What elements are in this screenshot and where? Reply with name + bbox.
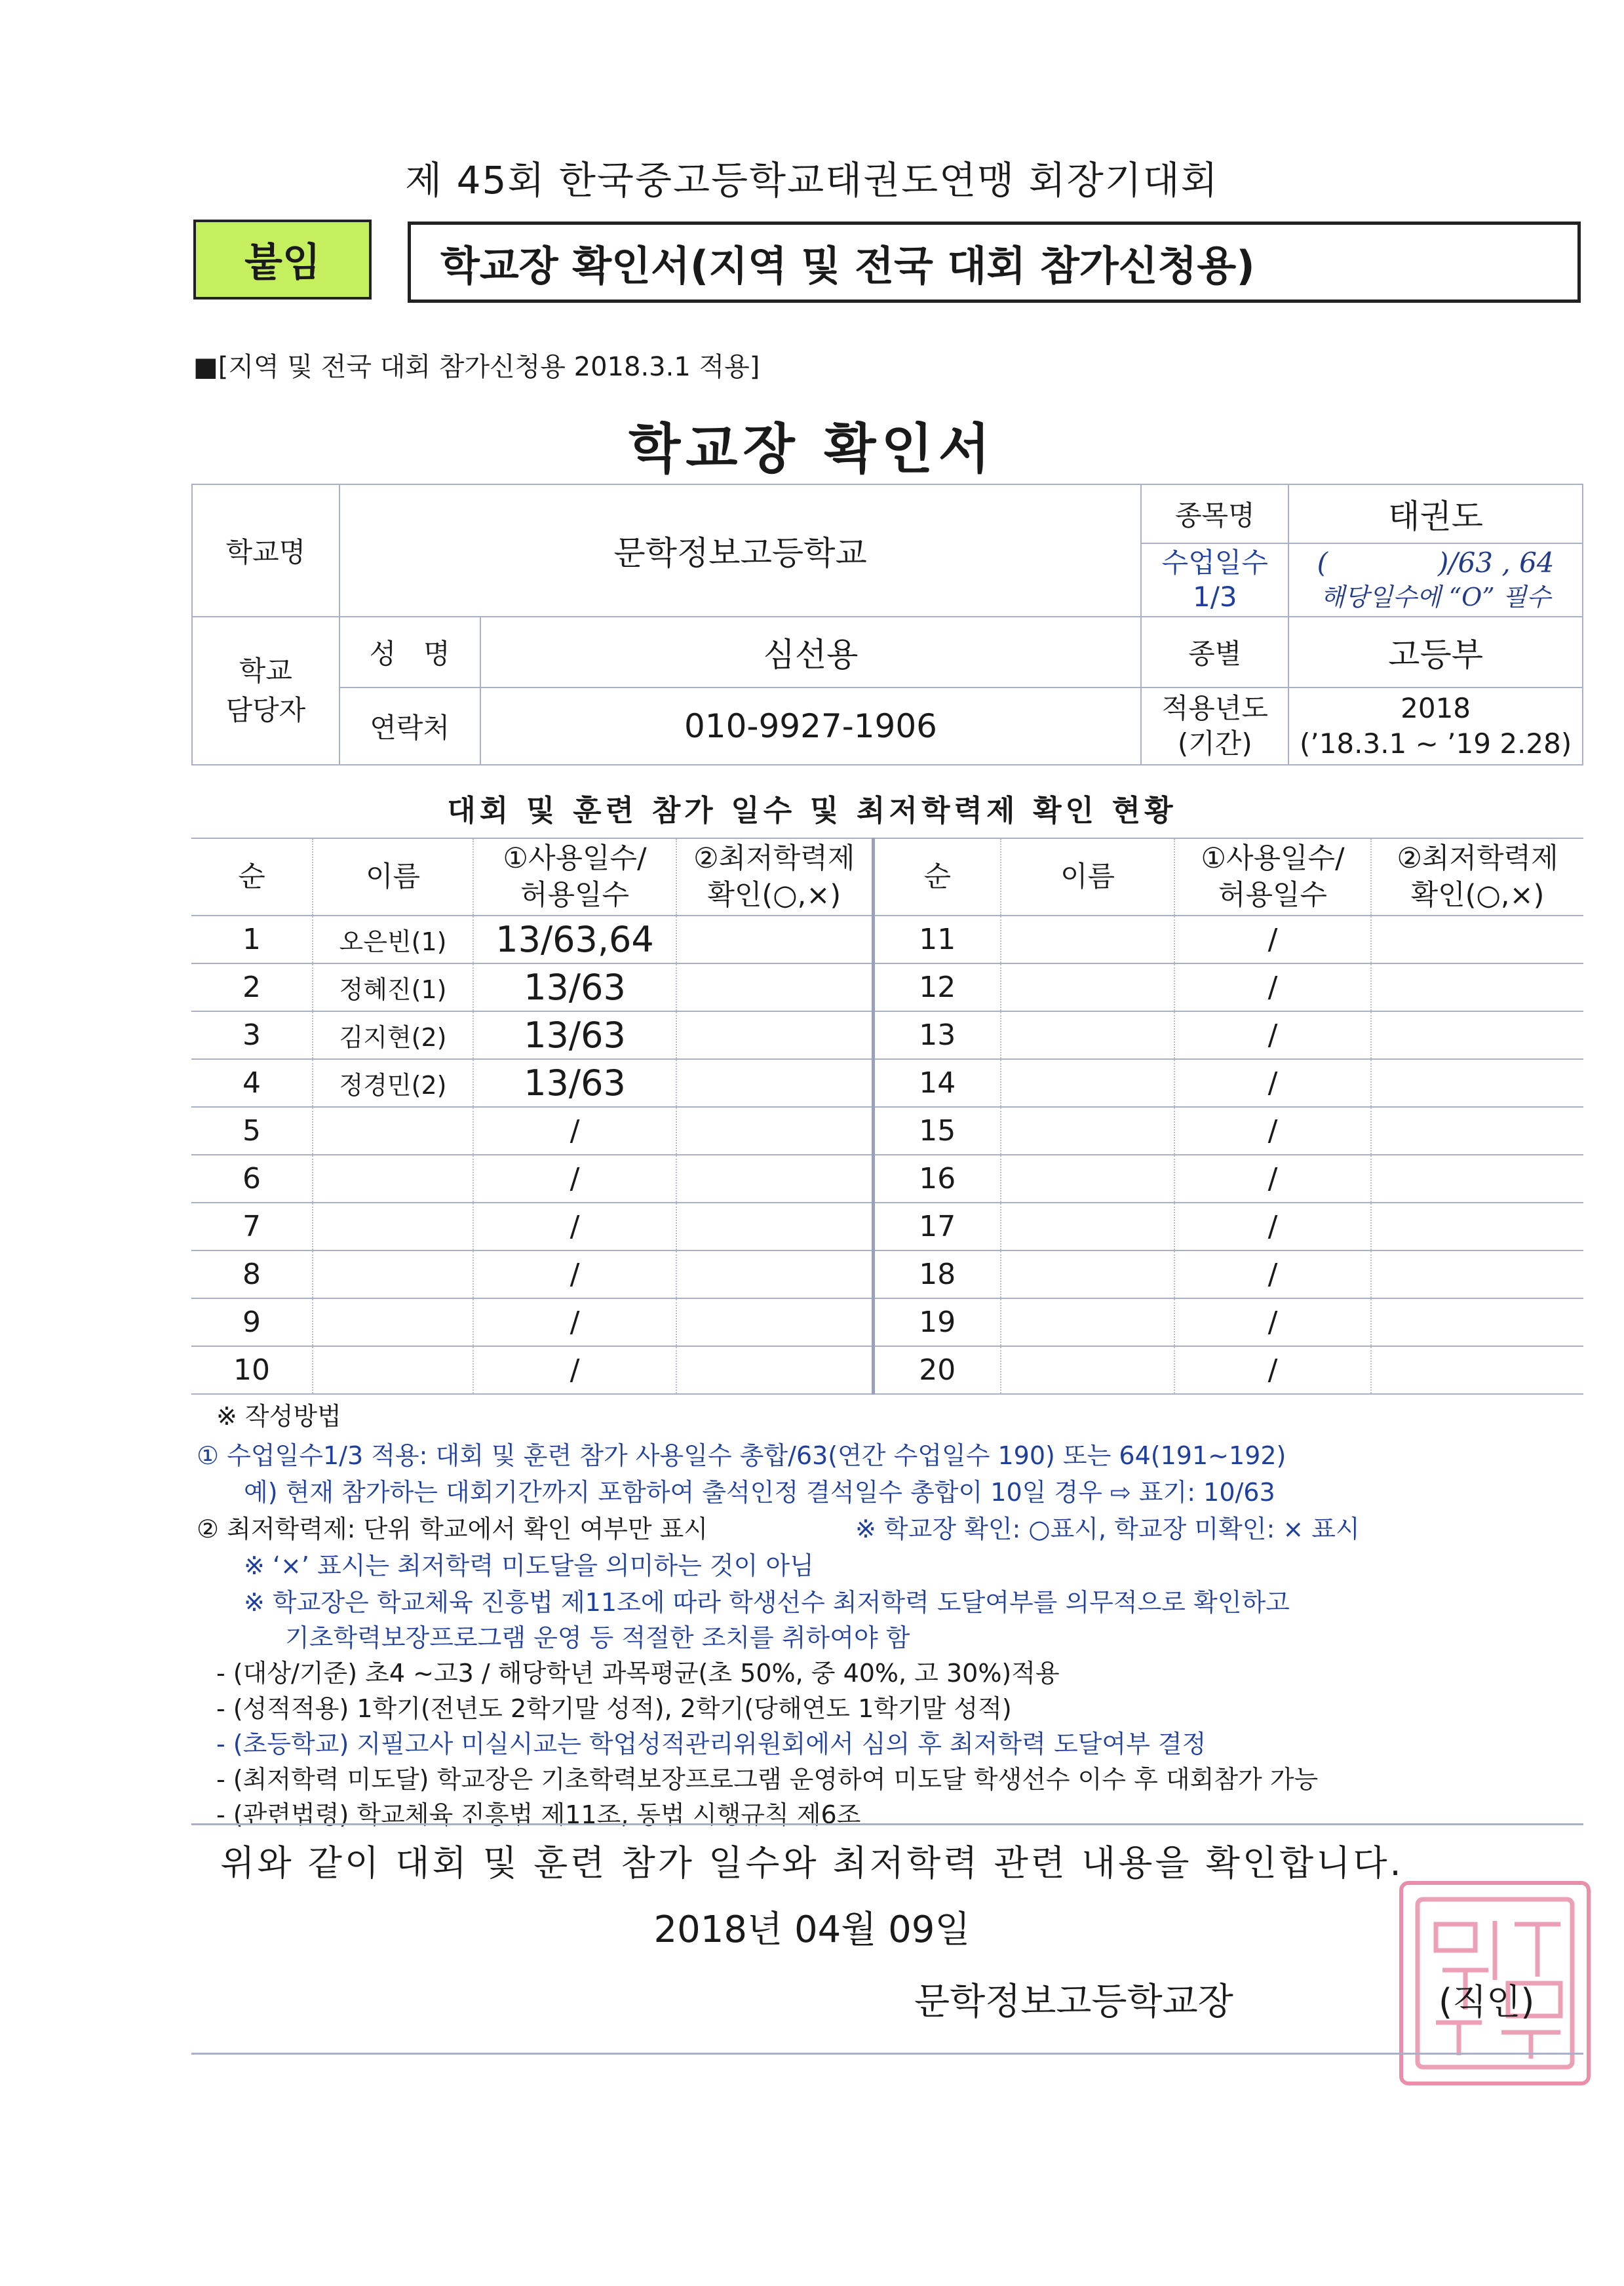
row-name-right (1001, 1107, 1174, 1155)
row-days: / (473, 1250, 676, 1298)
row-days: / (473, 1155, 676, 1203)
row-days: 13/63,64 (473, 916, 676, 963)
row-name (313, 1250, 473, 1298)
row-days-right: / (1174, 1011, 1371, 1059)
section-title: 대회 및 훈련 참가 일수 및 최저학력제 확인 현황 (447, 793, 1177, 828)
table-row (191, 1059, 1583, 1107)
row-check (676, 963, 873, 1011)
row-no: 5 (191, 1107, 313, 1155)
issue-date: 2018년 04월 09일 (653, 1908, 971, 1951)
header-days-2: 허용일수 (520, 879, 630, 912)
row-name-right (1001, 1059, 1174, 1107)
header-no: 순 (191, 838, 313, 916)
class-days-fraction: 1/3 (1193, 581, 1237, 613)
instruction-line-6: 기초학력보장프로그램 운영 등 적절한 조치를 취하여야 함 (285, 1623, 910, 1652)
row-check-right (1371, 1250, 1583, 1298)
divider-top (191, 1823, 1583, 1825)
year-label-1: 적용년도 (1161, 692, 1268, 724)
instruction-line-2: 예) 현재 참가하는 대회기간까지 포함하여 출석인정 결석일수 총합이 10일 경우 ⇨ 표기: 10/63 (244, 1478, 1275, 1507)
header-check (676, 838, 873, 916)
row-name: 오은빈(1) (313, 916, 473, 963)
row-check-right (1371, 963, 1583, 1011)
row-check-right (1371, 1155, 1583, 1203)
row-check (676, 1011, 873, 1059)
row-no: 6 (191, 1155, 313, 1203)
header-name-right: 이름 (1001, 838, 1174, 916)
name-label: 성 명 (339, 617, 480, 688)
row-no-right: 16 (873, 1155, 1001, 1203)
row-no: 7 (191, 1203, 313, 1250)
row-name (313, 1155, 473, 1203)
row-check (676, 1155, 873, 1203)
row-no-right: 11 (873, 916, 1001, 963)
row-days: / (473, 1203, 676, 1250)
row-name-right (1001, 1203, 1174, 1250)
row-check-right (1371, 1203, 1583, 1250)
row-days-right: / (1174, 1107, 1371, 1155)
class-days-value: ( )/63 , 64 (1317, 547, 1555, 579)
row-no: 4 (191, 1059, 313, 1107)
school-name-label: 학교명 (192, 484, 339, 617)
row-check-right (1371, 1107, 1583, 1155)
school-name: 문학정보고등학교 (339, 484, 1142, 617)
row-no-right: 12 (873, 963, 1001, 1011)
row-name-right (1001, 1346, 1174, 1394)
table-row (191, 1011, 1583, 1059)
main-title: 학교장 확인서 (628, 418, 996, 480)
row-days-right: / (1174, 1059, 1371, 1107)
row-name-right (1001, 1298, 1174, 1346)
contact-label: 연락처 (339, 688, 480, 765)
instruction-line-1: ① 수업일수1/3 적용: 대회 및 훈련 참가 사용일수 총합/63(연간 수업일수 190) 또는 64(191~192) (197, 1441, 1286, 1470)
row-days-right: / (1174, 963, 1371, 1011)
event-title: 제 45회 한국중고등학교태권도연맹 회장기대회 (405, 158, 1219, 203)
manager-label-1: 학교 (239, 655, 292, 687)
row-check (676, 1298, 873, 1346)
instruction-line-9: - (초등학교) 지필고사 미실시교는 학업성적관리위원회에서 심의 후 최저학력 도달여부 결정 (216, 1730, 1207, 1758)
period-value: (’18.3.1 ~ ’19 2.28) (1299, 727, 1572, 760)
row-name (313, 1203, 473, 1250)
info-table (191, 484, 1583, 765)
row-days-right: / (1174, 1346, 1371, 1394)
instruction-line-8: - (성적적용) 1학기(전년도 2학기말 성적), 2학기(당해연도 1학기말 성적) (216, 1694, 1012, 1723)
row-check-right (1371, 1346, 1583, 1394)
manager-label-2: 담당자 (225, 694, 306, 726)
class-days-label (1141, 543, 1288, 617)
instruction-line-3b: ※ 학교장 확인: ○표시, 학교장 미확인: × 표시 (855, 1515, 1360, 1543)
year-label (1141, 688, 1288, 765)
row-days-right: / (1174, 1155, 1371, 1203)
note-line: ■[지역 및 전국 대회 참가신청용 2018.3.1 적용] (193, 352, 760, 382)
row-check-right (1371, 916, 1583, 963)
header-check-1: ②최저학력제 (693, 842, 855, 875)
row-check (676, 1250, 873, 1298)
row-name-right (1001, 963, 1174, 1011)
row-no-right: 19 (873, 1298, 1001, 1346)
row-check (676, 1346, 873, 1394)
row-check-right (1371, 1298, 1583, 1346)
year-label-2: (기간) (1177, 727, 1252, 760)
row-days: 13/63 (473, 1059, 676, 1107)
table-row (191, 1298, 1583, 1346)
row-no: 2 (191, 963, 313, 1011)
header-no-right: 순 (873, 838, 1001, 916)
instruction-line-7: - (대상/기준) 초4 ~고3 / 해당학년 과목평균(초 50%, 중 40%, 고 30%)적용 (216, 1659, 1060, 1688)
row-days: 13/63 (473, 1011, 676, 1059)
row-check (676, 1203, 873, 1250)
row-check-right (1371, 1059, 1583, 1107)
row-days: / (473, 1298, 676, 1346)
closing-statement: 위와 같이 대회 및 훈련 참가 일수와 최저학력 관련 내용을 확인합니다. (220, 1842, 1404, 1884)
sport-label: 종목명 (1141, 484, 1288, 543)
table-row (191, 1107, 1583, 1155)
name-value: 심선용 (480, 617, 1142, 688)
instruction-line-11: - (관련법령) 학교체육 진흥법 제11조, 동법 시행규칙 제6조 (216, 1800, 861, 1829)
row-no: 1 (191, 916, 313, 963)
header-check-right (1371, 838, 1583, 916)
divider-bottom (191, 2053, 1583, 2055)
class-days-cell (1288, 543, 1583, 617)
header-name: 이름 (313, 838, 473, 916)
manager-label (192, 617, 339, 765)
row-no-right: 20 (873, 1346, 1001, 1394)
row-days-right: / (1174, 916, 1371, 963)
instruction-line-4: ※ ‘×’ 표시는 최저학력 미도달을 의미하는 것이 아님 (244, 1551, 814, 1580)
row-no-right: 13 (873, 1011, 1001, 1059)
contact-value: 010-9927-1906 (480, 688, 1142, 765)
row-no-right: 14 (873, 1059, 1001, 1107)
row-name-right (1001, 1155, 1174, 1203)
row-name: 김지현(2) (313, 1011, 473, 1059)
table-row (191, 1250, 1583, 1298)
instruction-line-3a: ② 최저학력제: 단위 학교에서 확인 여부만 표시 (197, 1515, 708, 1543)
row-name (313, 1298, 473, 1346)
table-row (191, 963, 1583, 1011)
row-no: 10 (191, 1346, 313, 1394)
row-days: / (473, 1346, 676, 1394)
principal-name: 문학정보고등학교장 (914, 1981, 1233, 2023)
row-days: / (473, 1107, 676, 1155)
table-header-row (191, 838, 1583, 916)
header-check-2: 확인(○,×) (707, 879, 841, 912)
row-no-right: 18 (873, 1250, 1001, 1298)
row-days: 13/63 (473, 963, 676, 1011)
row-name-right (1001, 916, 1174, 963)
row-name-right (1001, 1011, 1174, 1059)
row-name: 정혜진(1) (313, 963, 473, 1011)
header-days-right (1174, 838, 1371, 916)
sport-value: 태권도 (1288, 484, 1583, 543)
header-days-1: ①사용일수/ (503, 842, 647, 875)
row-days-right: / (1174, 1203, 1371, 1250)
row-check-right (1371, 1011, 1583, 1059)
instruction-line-10: - (최저학력 미도달) 학교장은 기초학력보장프로그램 운영하여 미도달 학생선수 이수 후 대회참가 가능 (216, 1765, 1319, 1794)
header-check-right-1: ②최저학력제 (1397, 842, 1558, 875)
row-no-right: 17 (873, 1203, 1001, 1250)
attach-title: 학교장 확인서(지역 및 전국 대회 참가신청용) (408, 222, 1581, 303)
year-cell (1288, 688, 1583, 765)
table-row (191, 916, 1583, 963)
row-name-right (1001, 1250, 1174, 1298)
table-row (191, 1346, 1583, 1394)
row-name (313, 1107, 473, 1155)
table-row (191, 1155, 1583, 1203)
header-check-right-2: 확인(○,×) (1410, 879, 1545, 912)
row-name (313, 1346, 473, 1394)
participation-table (191, 838, 1583, 1395)
instructions-heading: ※ 작성방법 (216, 1402, 341, 1431)
row-no-right: 15 (873, 1107, 1001, 1155)
row-check (676, 1059, 873, 1107)
seal-label: (직인) (1439, 1981, 1535, 2023)
class-days-note: 해당일수에 “O” 필수 (1321, 583, 1551, 611)
row-days-right: / (1174, 1250, 1371, 1298)
table-row (191, 1203, 1583, 1250)
instruction-line-5: ※ 학교장은 학교체육 진흥법 제11조에 따라 학생선수 최저학력 도달여부를 의무적으로 확인하고 (244, 1588, 1290, 1617)
row-no: 9 (191, 1298, 313, 1346)
row-no: 8 (191, 1250, 313, 1298)
header-days-right-1: ①사용일수/ (1201, 842, 1345, 875)
row-check (676, 916, 873, 963)
row-no: 3 (191, 1011, 313, 1059)
division-value: 고등부 (1288, 617, 1583, 688)
row-name: 정경민(2) (313, 1059, 473, 1107)
row-check (676, 1107, 873, 1155)
class-days-label-1: 수업일수 (1161, 547, 1268, 579)
division-label: 종별 (1141, 617, 1288, 688)
row-days-right: / (1174, 1298, 1371, 1346)
attach-badge: 붙임 (193, 220, 372, 300)
header-days-right-2: 허용일수 (1218, 879, 1328, 912)
header-days (473, 838, 676, 916)
year-value: 2018 (1401, 692, 1471, 724)
